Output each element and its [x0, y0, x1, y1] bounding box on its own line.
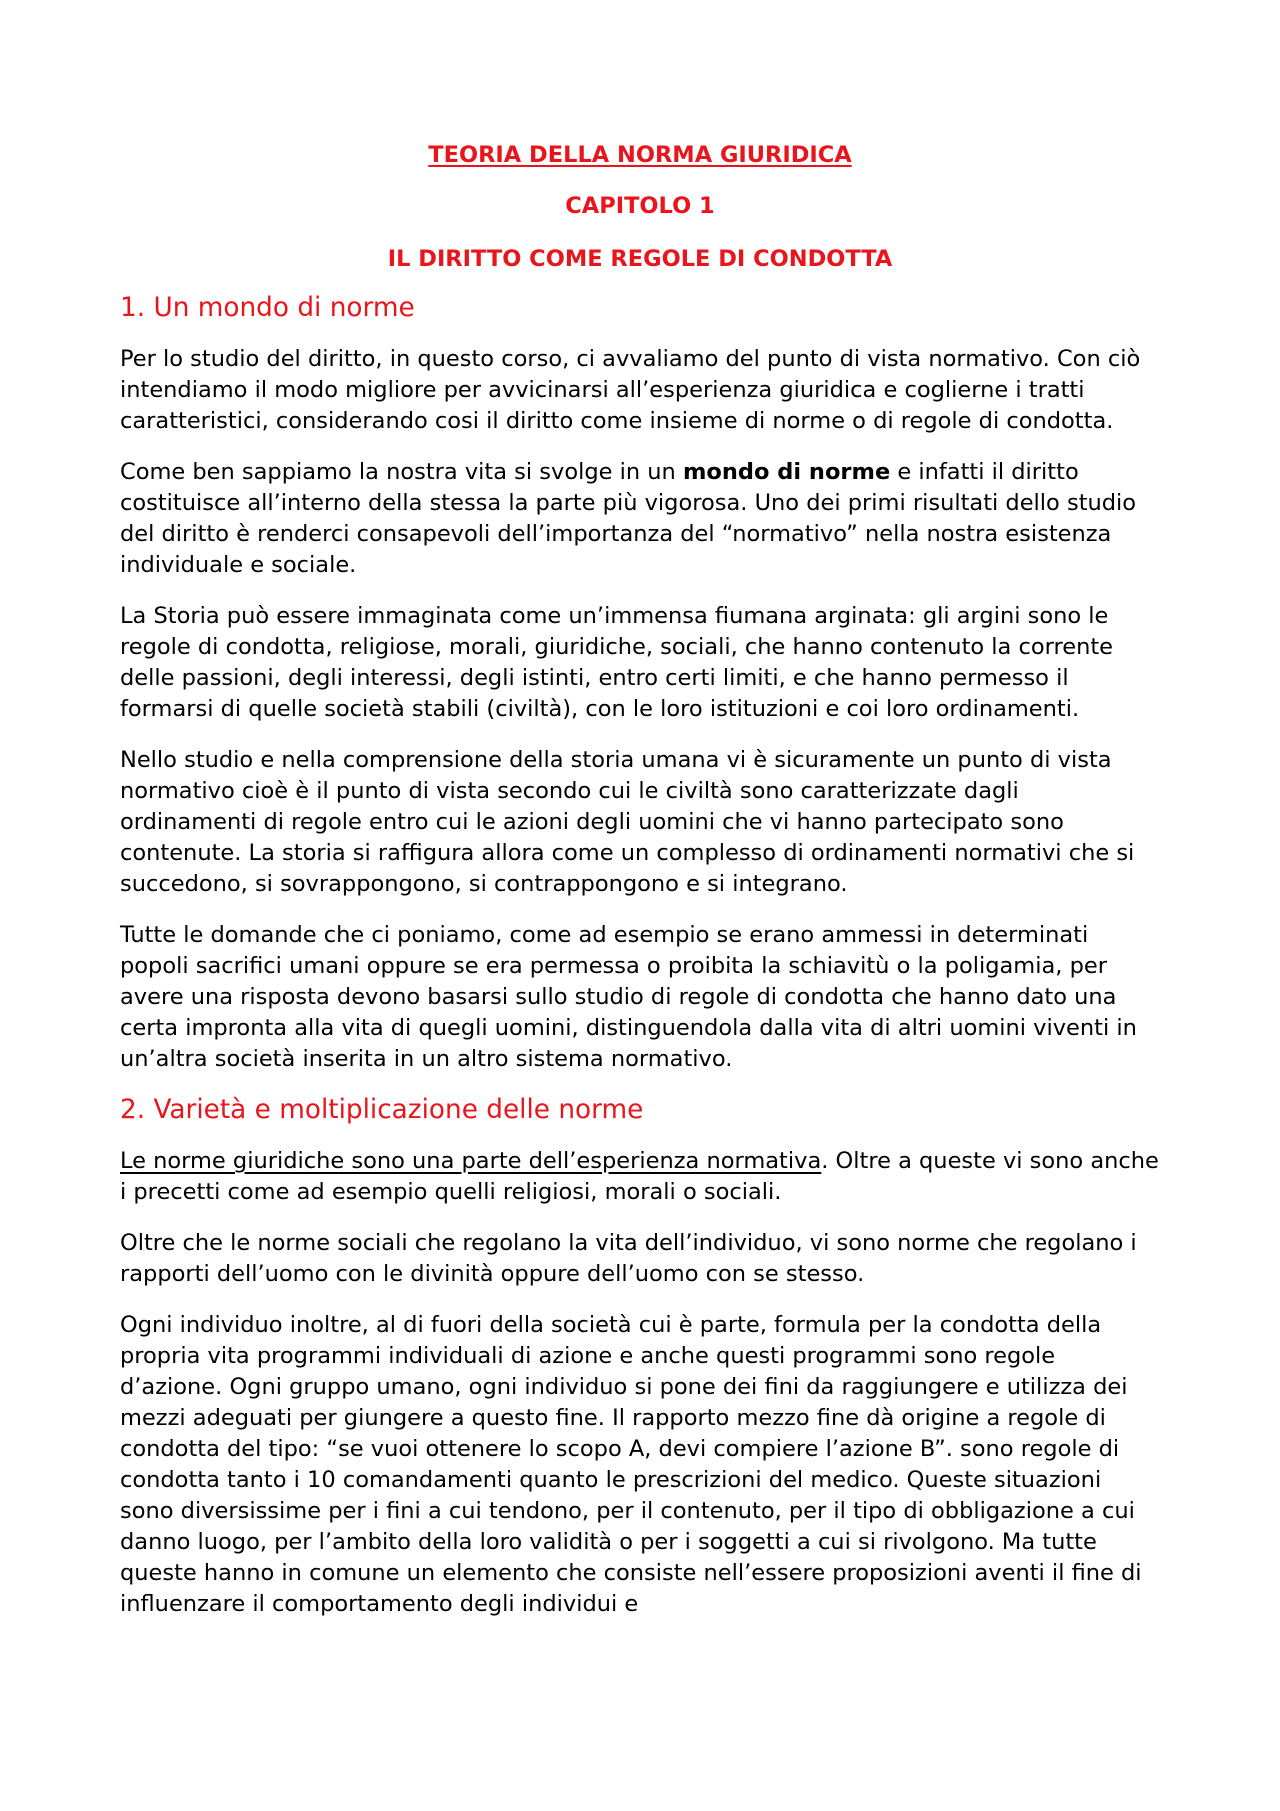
paragraph-text: e infatti il diritto costituisce all’interno della stessa la parte più vigorosa. Uno dei primi risultati dello studio del diritto è renderci consapevoli dell’importanza del “normativo” nella nostra esistenza individuale e sociale. [120, 459, 1137, 578]
underlined-phrase: Le norme giuridiche sono una parte dell’esperienza normativa [120, 1148, 822, 1174]
section-heading-1: 1. Un mondo di norme [120, 293, 415, 323]
document-title: TEORIA DELLA NORMA GIURIDICA [428, 142, 852, 168]
chapter-title: IL DIRITTO COME REGOLE DI CONDOTTA [387, 246, 893, 272]
paragraph: Oltre che le norme sociali che regolano la vita dell’individuo, vi sono norme che regolano i rapporti dell’uomo con le divinità oppure dell’uomo con se stesso. [120, 1230, 1137, 1287]
paragraph: Ogni individuo inoltre, al di fuori della società cui è parte, formula per la condotta della propria vita programmi individuali di azione e anche questi programmi sono regole d’azione. Ogni gruppo umano, ogni individuo si pone dei fini da raggiungere e utilizza dei mezzi adeguati per giungere a questo fine. Il rapporto mezzo fine dà origine a regole di condotta del tipo: “se vuoi ottenere lo scopo A, devi compiere l’azione B”. sono regole di condotta tanto i 10 comandamenti quanto le prescrizioni del medico. Queste situazioni sono diversissime per i fini a cui tendono, per il contenuto, per il tipo di obbligazione a cui danno luogo, per l’ambito della loro validità o per i soggetti a cui si rivolgono. Ma tutte queste hanno in comune un elemento che consiste nell’essere proposizioni aventi il fine di influenzare il comportamento degli individui e [120, 1312, 1142, 1617]
paragraph: Per lo studio del diritto, in questo corso, ci avvaliamo del punto di vista normativo. Con ciò intendiamo il modo migliore per avvicinarsi all’esperienza giuridica e coglierne i tratti caratteristici, considerando cosi il diritto come insieme di norme o di regole di condotta. [120, 346, 1141, 434]
paragraph: La Storia può essere immaginata come un’immensa fiumana arginata: gli argini sono le regole di condotta, religiose, morali, giuridiche, sociali, che hanno contenuto la corrente delle passioni, degli interessi, degli istinti, entro certi limiti, e che hanno permesso il formarsi di quelle società stabili (civiltà), con le loro istituzioni e coi loro ordinamenti. [120, 603, 1114, 722]
paragraph [120, 1146, 1160, 1208]
chapter-number: CAPITOLO 1 [565, 193, 715, 219]
paragraph: Tutte le domande che ci poniamo, come ad esempio se erano ammessi in determinati popoli sacrifici umani oppure se era permessa o proibita la schiavitù o la poligamia, per avere una risposta devono basarsi sullo studio di regole di condotta che hanno dato una certa impronta alla vita di quegli uomini, distinguendola dalla vita di altri uomini viventi in un’altra società inserita in un altro sistema normativo. [120, 922, 1137, 1072]
paragraph-text: Come ben sappiamo la nostra vita si svolge in un [120, 459, 683, 485]
section-heading-2: 2. Varietà e moltiplicazione delle norme [120, 1095, 644, 1125]
paragraph: Nello studio e nella comprensione della storia umana vi è sicuramente un punto di vista normativo cioè è il punto di vista secondo cui le civiltà sono caratterizzate dagli ordinamenti di regole entro cui le azioni degli uomini che vi hanno partecipato sono contenute. La storia si raffigura allora come un complesso di ordinamenti normativi che si succedono, si sovrappongono, si contrappongono e si integrano. [120, 747, 1135, 897]
bold-phrase: mondo di norme [682, 459, 891, 485]
document-page [120, 140, 1160, 1640]
paragraph-text: . Oltre a queste vi sono anche i precetti come ad esempio quelli religiosi, morali o sociali. [120, 1148, 1159, 1205]
paragraph [120, 457, 1160, 581]
